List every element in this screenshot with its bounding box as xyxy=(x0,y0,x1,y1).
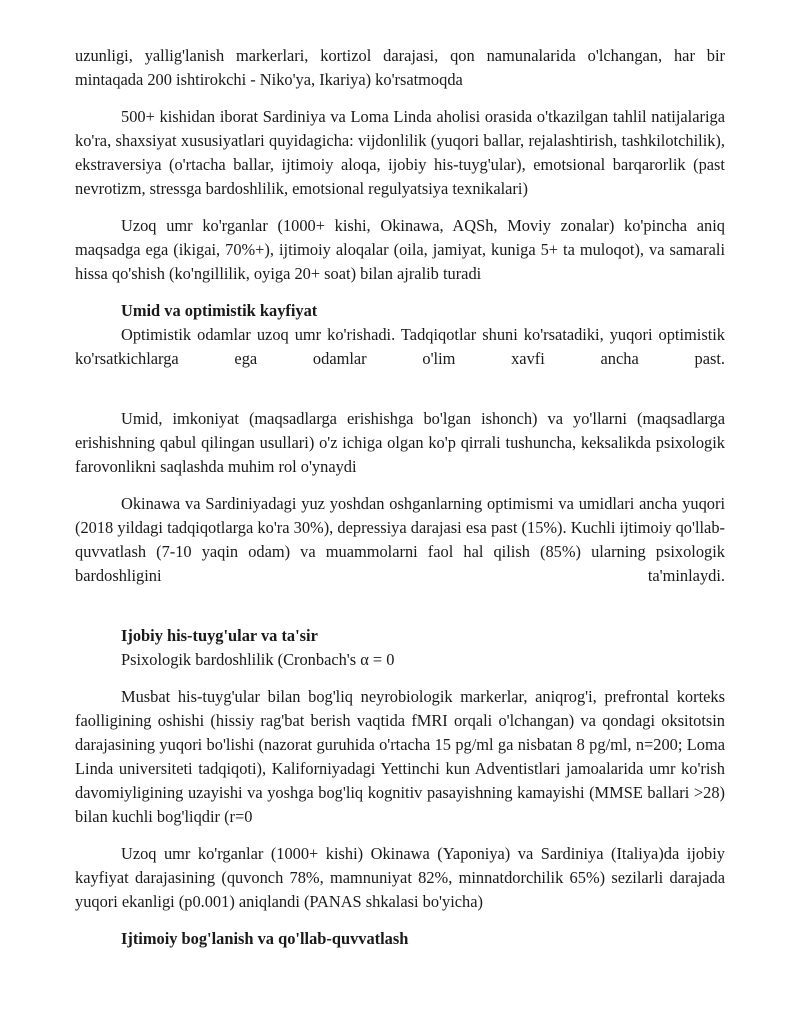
paragraph-neurobiological-markers: Musbat his-tuyg'ular bilan bog'liq neyrobiologik markerlar, aniqrog'i, prefrontal korteks faolligining oshishi (hissiy rag'bat berish vaqtida fMRI orqali o'lchangan) va qondagi oksitotsin darajasining yuqori bo'lishi (nazorat guruhida o'rtacha 15 pg/ml ga nisbatan 8 pg/ml, n=200; Loma Linda universiteti tadqiqoti), Kaliforniyadagi Yettinchi kun Adventistlari jamoalarida umr ko'rish davomiyligining uzayishi va yoshga bog'liq kognitiv pasayishning kamayishi (MMSE ballari >28) bilan kuchli bog'liqdir (r=0 xyxy=(75,687,725,826)
heading-positive-emotions: Ijobiy his-tuyg'ular va ta'sir xyxy=(121,626,318,645)
heading-hope-optimism: Umid va optimistik kayfiyat xyxy=(121,301,318,320)
paragraph-okinawa-sardinia: Okinawa va Sardiniyadagi yuz yoshdan oshganlarning optimismi va umidlari ancha yuqori (2018 yildagi tadqiqotlarga ko'ra 30%), depressiya darajasi esa past (15%). Kuchli ijtimoiy qo'llab-quvvatlash (7-10 yaqin odam) va muammolarni faol hal qilish (85%) ularning psixologik bardoshligini ta'minlaydi. xyxy=(75,494,725,585)
paragraph-intro: uzunligi, yallig'lanish markerlari, kortizol darajasi, qon namunalarida o'lchangan, har bir mintaqada 200 ishtirokchi - Niko'ya, Ikariya) ko'rsatmoqda xyxy=(75,46,725,89)
document-page xyxy=(75,44,725,951)
paragraph-optimists: Optimistik odamlar uzoq umr ko'rishadi. Tadqiqotlar shuni ko'rsatadiki, yuqori optimistik ko'rsatkichlarga ega odamlar o'lim xavfi ancha past. xyxy=(75,325,725,368)
paragraph-centenarians-purpose: Uzoq umr ko'rganlar (1000+ kishi, Okinawa, AQSh, Moviy zonalar) ko'pincha aniq maqsadga ega (ikigai, 70%+), ijtimoiy aloqalar (oila, jamiyat, kuniga 5+ ta muloqot), va samarali hissa qo'shish (ko'ngillilik, oyiga 20+ soat) bilan ajralib turadi xyxy=(75,216,725,283)
paragraph-hope-definition: Umid, imkoniyat (maqsadlarga erishishga bo'lgan ishonch) va yo'llarni (maqsadlarga erishishning qabul qilingan usullari) o'z ichiga olgan ko'p qirrali tushuncha, keksalikda psixologik farovonlikni saqlashda muhim rol o'ynaydi xyxy=(75,409,725,476)
heading-social-connection: Ijtimoiy bog'lanish va qo'llab-quvvatlash xyxy=(121,929,409,948)
paragraph-positive-mood: Uzoq umr ko'rganlar (1000+ kishi) Okinawa (Yaponiya) va Sardiniya (Italiya)da ijobiy kayfiyat darajasining (quvonch 78%, mamnuniyat 82%, minnatdorchilik 65%) sezilarli darajada yuqori ekanligi (p0.001) aniqlandi (PANAS shkalasi bo'yicha) xyxy=(75,844,725,911)
subline-psychological-resilience: Psixologik bardoshlilik (Cronbach's α = 0 xyxy=(121,650,395,669)
paragraph-sardinia-analysis: 500+ kishidan iborat Sardiniya va Loma Linda aholisi orasida o'tkazilgan tahlil natijalariga ko'ra, shaxsiyat xususiyatlari quyidagicha: vijdonlilik (yuqori ballar, rejalashtirish, tashkilotchilik), ekstraversiya (o'rtacha ballar, ijtimoiy aloqa, ijobiy his-tuyg'ular), emotsional barqarorlik (past nevrotizm, stressga bardoshlilik, emotsional regulyatsiya texnikalari) xyxy=(75,107,725,198)
